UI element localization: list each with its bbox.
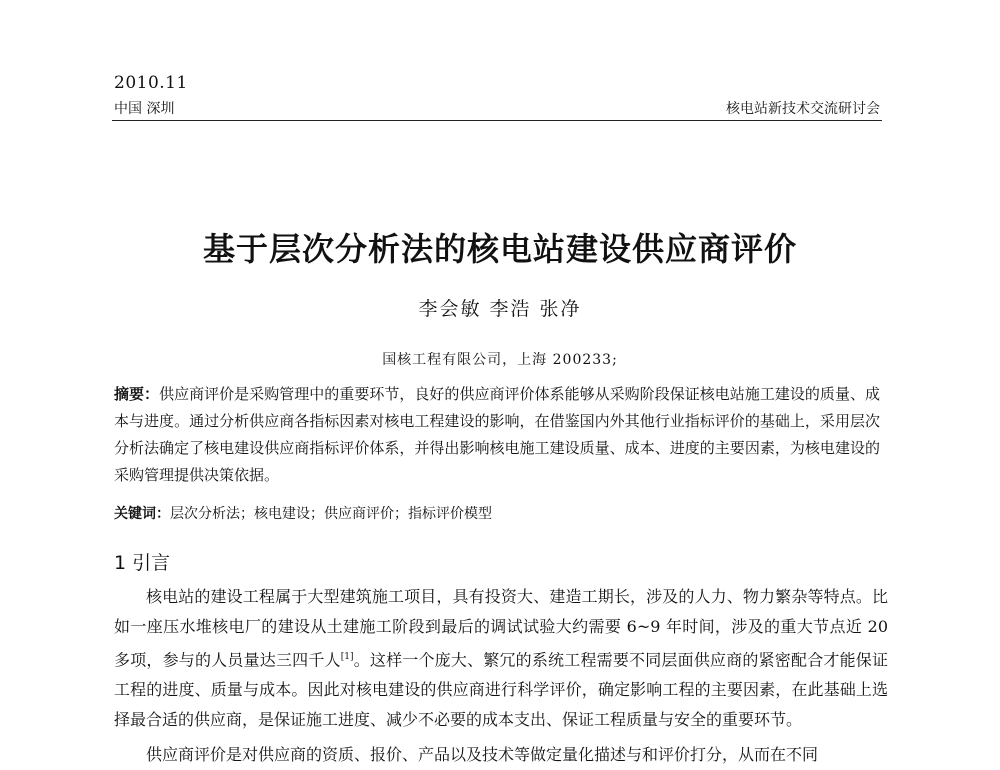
abstract-text: 供应商评价是采购管理中的重要环节，良好的供应商评价体系能够从采购阶段保证核电站施工建设的质量、成本与进度。通过分析供应商各指标因素对核电工程建设的影响，在借鉴国内外其他行业指标评价的基础上，采用层次分析法确定了核电建设供应商指标评价体系，并得出影响核电施工建设质量、成本、进度的主要因素，为核电建设的采购管理提供决策依据。 xyxy=(114,385,880,484)
body-paragraph-1-a: 核电站的建设工程属于大型建筑施工项目，具有投资大、建造工期长，涉及的人力、物力繁杂等特点。比如一座压水堆核电厂的建设从土建施工阶段到最后的调试试验大约需要 6~9 年时间，涉及的重大节点近 20 多项，参与的人员量达三四千人 xyxy=(114,587,888,670)
keywords-text: 层次分析法；核电建设；供应商评价；指标评价模型 xyxy=(170,506,492,522)
keywords-label: 关键词： xyxy=(114,506,170,522)
body-paragraph-2: 供应商评价是对供应商的资质、报价、产品以及技术等做定量化描述与和评价打分，从而在不同 xyxy=(146,745,819,764)
header-conference: 核电站新技术交流研讨会 xyxy=(726,101,880,117)
body-paragraph-1-b: 。这样一个庞大、繁冗的系统工程需要不同层面供应商的紧密配合才能保证工程的进度、质量与成本。因此对核电建设的供应商进行科学评价，确定影响工程的主要因素，在此基础上选择最合适的供应商，是保证施工进度、减少不必要的成本支出、保证工程质量与安全的重要环节。 xyxy=(114,650,888,730)
paper-authors: 李会敏 李浩 张净 xyxy=(418,298,582,320)
citation-ref: [1] xyxy=(340,652,354,662)
keywords xyxy=(114,503,492,523)
paper-title: 基于层次分析法的核电站建设供应商评价 xyxy=(202,230,797,268)
section-heading: 1 引言 xyxy=(114,552,171,574)
paper-affiliation: 国核工程有限公司，上海 200233; xyxy=(382,352,618,368)
header-location: 中国 深圳 xyxy=(114,101,175,117)
body-paragraph-1 xyxy=(114,582,888,735)
abstract-label: 摘要： xyxy=(114,385,160,403)
abstract xyxy=(114,381,880,489)
header-date: 2010.11 xyxy=(114,73,188,93)
header-divider xyxy=(112,120,882,121)
